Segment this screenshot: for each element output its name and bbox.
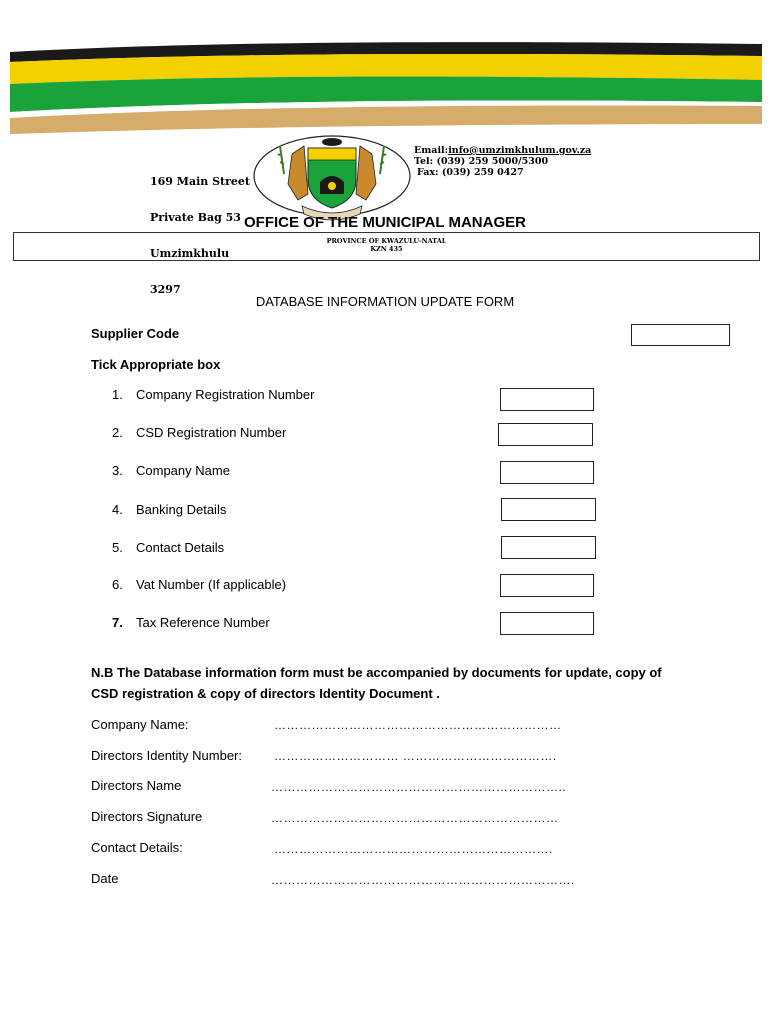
office-title: OFFICE OF THE MUNICIPAL MANAGER (244, 214, 526, 231)
option-number: 4. (112, 502, 123, 517)
field-input-directors-name[interactable]: …………………………………………………………….. (271, 780, 567, 794)
checkbox-vat-number[interactable] (500, 574, 594, 597)
field-input-directors-id[interactable]: ………………………… ………………………………. (274, 749, 557, 763)
province-box (13, 232, 760, 261)
checkbox-banking-details[interactable] (501, 498, 596, 521)
field-label-directors-name: Directors Name (91, 778, 182, 793)
email-link[interactable]: info@umzimkhulum.gov.za (448, 145, 592, 156)
option-number: 7. (112, 615, 123, 630)
checkbox-csd-registration[interactable] (498, 423, 593, 446)
field-input-contact-details[interactable]: …………………………………………………………. (274, 842, 553, 856)
checkbox-company-registration[interactable] (500, 388, 594, 411)
option-tax-reference (112, 615, 270, 630)
note-line-2: CSD registration & copy of directors Identity Document . (91, 686, 440, 701)
note-line-1: N.B The Database information form must be accompanied by documents for update, copy of (91, 665, 662, 680)
address-line: 3297 (150, 283, 181, 296)
option-company-registration (112, 387, 314, 402)
option-csd-registration (112, 425, 286, 440)
contact-block (414, 145, 591, 178)
form-title: DATABASE INFORMATION UPDATE FORM (255, 294, 515, 309)
option-number: 5. (112, 540, 123, 555)
address-line: Private Bag 53 (150, 211, 241, 224)
option-vat-number (112, 577, 286, 592)
tick-appropriate-label: Tick Appropriate box (91, 357, 221, 372)
supplier-code-input[interactable] (631, 324, 730, 346)
option-label: Company Registration Number (136, 387, 315, 402)
field-label-date: Date (91, 871, 119, 886)
option-label: Tax Reference Number (136, 615, 270, 630)
kzn-code: KZN 435 (370, 245, 403, 253)
field-label-company-name: Company Name: (91, 717, 189, 732)
option-label: CSD Registration Number (136, 425, 287, 440)
option-contact-details (112, 540, 224, 555)
option-number: 6. (112, 577, 123, 592)
tel-line: Tel: (039) 259 5000/5300 (414, 156, 549, 167)
field-input-directors-signature[interactable]: …………………………………………………………… (271, 811, 559, 825)
header-banner (10, 40, 762, 140)
field-label-contact-details: Contact Details: (91, 840, 183, 855)
address-line: Umzimkhulu (150, 247, 230, 260)
option-banking-details (112, 502, 226, 517)
supplier-code-label: Supplier Code (91, 326, 180, 341)
province-name: PROVINCE OF KWAZULU-NATAL (326, 237, 447, 245)
option-number: 2. (112, 425, 123, 440)
field-input-company-name[interactable]: …………………………………………………………… (274, 718, 562, 732)
fax-line: Fax: (039) 259 0427 (417, 167, 524, 178)
option-label: Vat Number (If applicable) (136, 577, 287, 592)
checkbox-contact-details[interactable] (501, 536, 596, 559)
checkbox-company-name[interactable] (500, 461, 594, 484)
address-line: 169 Main Street (150, 175, 250, 188)
checkbox-tax-reference[interactable] (500, 612, 594, 635)
field-label-directors-signature: Directors Signature (91, 809, 203, 824)
email-line (414, 145, 591, 156)
option-label: Banking Details (136, 502, 227, 517)
option-company-name (112, 463, 230, 478)
field-label-directors-id: Directors Identity Number: (91, 748, 242, 763)
option-number: 1. (112, 387, 123, 402)
municipal-crest-icon (252, 134, 412, 224)
field-input-date[interactable]: ………………………………………………………………. (271, 873, 575, 887)
option-number: 3. (112, 463, 123, 478)
option-label: Company Name (136, 463, 230, 478)
email-label: Email: (414, 145, 449, 156)
option-label: Contact Details (136, 540, 225, 555)
